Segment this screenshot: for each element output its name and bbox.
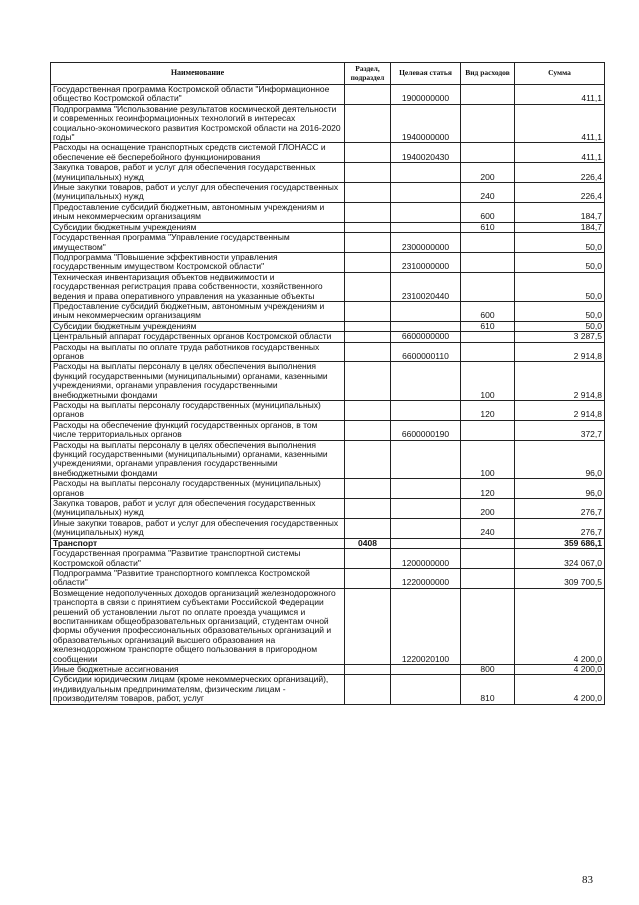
cell-name: Закупка товаров, работ и услуг для обеспечения государственных (муниципальных) нужд <box>51 499 345 519</box>
cell-name: Транспорт <box>51 538 345 548</box>
cell-section <box>345 420 391 440</box>
cell-kind: 610 <box>461 222 515 232</box>
table-row <box>51 301 605 321</box>
table-row <box>51 588 605 664</box>
cell-section <box>345 143 391 163</box>
cell-article: 6600000110 <box>391 342 461 362</box>
cell-name: Государственная программа Костромской области "Информационное общество Костромской области" <box>51 85 345 105</box>
cell-name: Центральный аппарат государственных органов Костромской области <box>51 332 345 342</box>
table-row <box>51 499 605 519</box>
cell-sum: 309 700,5 <box>515 568 605 588</box>
cell-section <box>345 301 391 321</box>
cell-kind <box>461 332 515 342</box>
table-row <box>51 222 605 232</box>
cell-section <box>345 362 391 401</box>
cell-section <box>345 588 391 664</box>
cell-section <box>345 104 391 143</box>
cell-kind <box>461 252 515 272</box>
cell-article <box>391 301 461 321</box>
table-row <box>51 401 605 421</box>
cell-name: Расходы на выплаты персоналу государственных (муниципальных) органов <box>51 479 345 499</box>
cell-name: Закупка товаров, работ и услуг для обеспечения государственных (муниципальных) нужд <box>51 163 345 183</box>
cell-article <box>391 362 461 401</box>
cell-sum: 96,0 <box>515 479 605 499</box>
cell-article <box>391 401 461 421</box>
page-number: 83 <box>582 874 593 886</box>
cell-sum: 276,7 <box>515 518 605 538</box>
cell-kind: 810 <box>461 675 515 704</box>
table-row <box>51 332 605 342</box>
cell-section <box>345 202 391 222</box>
header-name: Наименование <box>51 63 345 85</box>
cell-section <box>345 222 391 232</box>
cell-sum: 2 914,8 <box>515 362 605 401</box>
table-row <box>51 362 605 401</box>
cell-kind: 100 <box>461 440 515 479</box>
cell-sum: 50,0 <box>515 233 605 253</box>
cell-kind: 610 <box>461 321 515 331</box>
cell-section <box>345 401 391 421</box>
cell-section <box>345 675 391 704</box>
cell-article: 1200000000 <box>391 549 461 569</box>
cell-kind: 240 <box>461 183 515 203</box>
cell-name: Субсидии бюджетным учреждениям <box>51 321 345 331</box>
cell-article: 6600000000 <box>391 332 461 342</box>
cell-name: Возмещение недополученных доходов организаций железнодорожного транспорта в связи с принятием субъектами Российской Федерации решений об установлении льгот по оплате проезда учащимся и воспитанникам общеобразовательных организаций, студентам очной формы обучения профессиональных образовательных организаций и образовательных организаций высшего образования на железнодорожном транспорте общего пользования в пригородном сообщении <box>51 588 345 664</box>
cell-kind: 200 <box>461 163 515 183</box>
cell-name: Расходы на выплаты персоналу в целях обеспечения выполнения функций государственными (муниципальными) органами, казенными учреждениями, органами управления государственными внебюджетными фондами <box>51 440 345 479</box>
cell-kind <box>461 538 515 548</box>
cell-kind <box>461 420 515 440</box>
table-row <box>51 104 605 143</box>
cell-section <box>345 518 391 538</box>
cell-name: Расходы на выплаты по оплате труда работников государственных органов <box>51 342 345 362</box>
cell-kind: 240 <box>461 518 515 538</box>
header-article: Целевая статья <box>391 63 461 85</box>
cell-sum: 372,7 <box>515 420 605 440</box>
cell-section <box>345 163 391 183</box>
cell-sum: 276,7 <box>515 499 605 519</box>
table-row <box>51 479 605 499</box>
cell-kind <box>461 233 515 253</box>
cell-kind <box>461 104 515 143</box>
table-row <box>51 342 605 362</box>
cell-article: 2310020440 <box>391 272 461 301</box>
cell-sum: 50,0 <box>515 321 605 331</box>
cell-kind: 800 <box>461 664 515 674</box>
cell-kind <box>461 588 515 664</box>
cell-sum: 411,1 <box>515 143 605 163</box>
cell-article <box>391 440 461 479</box>
table-row <box>51 420 605 440</box>
cell-name: Предоставление субсидий бюджетным, автономным учреждениям и иным некоммерческим организациям <box>51 301 345 321</box>
cell-sum: 50,0 <box>515 301 605 321</box>
table-row <box>51 675 605 704</box>
cell-sum: 411,1 <box>515 85 605 105</box>
table-row <box>51 272 605 301</box>
cell-kind: 100 <box>461 362 515 401</box>
cell-name: Расходы на выплаты персоналу в целях обеспечения выполнения функций государственными (муниципальными) органами, казенными учреждениями, органами управления государственными внебюджетными фондами <box>51 362 345 401</box>
table-row <box>51 518 605 538</box>
table-row <box>51 568 605 588</box>
table-row <box>51 163 605 183</box>
cell-kind: 600 <box>461 202 515 222</box>
cell-article <box>391 183 461 203</box>
cell-section: 0408 <box>345 538 391 548</box>
cell-section <box>345 252 391 272</box>
cell-article: 6600000190 <box>391 420 461 440</box>
cell-section <box>345 342 391 362</box>
cell-sum: 2 914,8 <box>515 401 605 421</box>
cell-section <box>345 183 391 203</box>
table-row <box>51 143 605 163</box>
cell-article <box>391 222 461 232</box>
table-row <box>51 321 605 331</box>
table-row <box>51 183 605 203</box>
table-row <box>51 252 605 272</box>
cell-name: Иные закупки товаров, работ и услуг для обеспечения государственных (муниципальных) нужд <box>51 518 345 538</box>
cell-sum: 184,7 <box>515 222 605 232</box>
cell-section <box>345 664 391 674</box>
cell-sum: 4 200,0 <box>515 664 605 674</box>
cell-sum: 96,0 <box>515 440 605 479</box>
cell-sum: 4 200,0 <box>515 675 605 704</box>
table-row <box>51 202 605 222</box>
cell-article <box>391 518 461 538</box>
cell-name: Техническая инвентаризация объектов недвижимости и государственная регистрация права собственности, хозяйственного ведения и права оперативного управления на указанные объекты <box>51 272 345 301</box>
cell-name: Расходы на обеспечение функций государственных органов, в том числе территориальных органов <box>51 420 345 440</box>
cell-kind <box>461 549 515 569</box>
cell-section <box>345 332 391 342</box>
table-row <box>51 664 605 674</box>
cell-name: Иные бюджетные ассигнования <box>51 664 345 674</box>
cell-name: Подпрограмма "Использование результатов космической деятельности и современных геоинформационных технологий в интересах социально-экономического развития Костромской области на 2016-2020 годы" <box>51 104 345 143</box>
cell-kind <box>461 272 515 301</box>
cell-section <box>345 499 391 519</box>
cell-sum: 359 686,1 <box>515 538 605 548</box>
cell-article: 1220000000 <box>391 568 461 588</box>
cell-sum: 324 067,0 <box>515 549 605 569</box>
cell-article <box>391 321 461 331</box>
cell-sum: 2 914,8 <box>515 342 605 362</box>
cell-article <box>391 664 461 674</box>
cell-section <box>345 233 391 253</box>
cell-kind: 120 <box>461 479 515 499</box>
cell-article: 1220020100 <box>391 588 461 664</box>
cell-sum: 411,1 <box>515 104 605 143</box>
header-kind: Вид расходов <box>461 63 515 85</box>
cell-section <box>345 272 391 301</box>
cell-article <box>391 163 461 183</box>
budget-table <box>50 62 605 705</box>
cell-article <box>391 499 461 519</box>
cell-name: Государственная программа "Развитие транспортной системы Костромской области" <box>51 549 345 569</box>
cell-kind: 120 <box>461 401 515 421</box>
cell-kind <box>461 85 515 105</box>
cell-section <box>345 549 391 569</box>
cell-article: 2310000000 <box>391 252 461 272</box>
table-row <box>51 440 605 479</box>
header-section: Раздел, подраздел <box>345 63 391 85</box>
cell-sum: 226,4 <box>515 163 605 183</box>
cell-article: 2300000000 <box>391 233 461 253</box>
cell-sum: 184,7 <box>515 202 605 222</box>
cell-section <box>345 440 391 479</box>
header-sum: Сумма <box>515 63 605 85</box>
cell-section <box>345 479 391 499</box>
cell-article: 1900000000 <box>391 85 461 105</box>
table-row <box>51 233 605 253</box>
cell-section <box>345 568 391 588</box>
cell-article <box>391 202 461 222</box>
cell-name: Государственная программа "Управление государственным имуществом" <box>51 233 345 253</box>
cell-article <box>391 675 461 704</box>
cell-name: Подпрограмма "Повышение эффективности управления государственным имуществом Костромской области" <box>51 252 345 272</box>
cell-section <box>345 85 391 105</box>
cell-kind <box>461 143 515 163</box>
cell-kind <box>461 568 515 588</box>
cell-article: 1940020430 <box>391 143 461 163</box>
cell-name: Расходы на выплаты персоналу государственных (муниципальных) органов <box>51 401 345 421</box>
table-row <box>51 538 605 548</box>
cell-section <box>345 321 391 331</box>
table-row <box>51 549 605 569</box>
cell-sum: 226,4 <box>515 183 605 203</box>
cell-kind: 200 <box>461 499 515 519</box>
cell-name: Субсидии бюджетным учреждениям <box>51 222 345 232</box>
cell-article: 1940000000 <box>391 104 461 143</box>
cell-name: Подпрограмма "Развитие транспортного комплекса Костромской области" <box>51 568 345 588</box>
cell-name: Расходы на оснащение транспортных средств системой ГЛОНАСС и обеспечение её бесперебойного функционирования <box>51 143 345 163</box>
cell-name: Предоставление субсидий бюджетным, автономным учреждениям и иным некоммерческим организациям <box>51 202 345 222</box>
cell-sum: 50,0 <box>515 272 605 301</box>
cell-sum: 3 287,5 <box>515 332 605 342</box>
table-header-row <box>51 63 605 85</box>
cell-kind <box>461 342 515 362</box>
cell-name: Иные закупки товаров, работ и услуг для обеспечения государственных (муниципальных) нужд <box>51 183 345 203</box>
cell-kind: 600 <box>461 301 515 321</box>
cell-sum: 4 200,0 <box>515 588 605 664</box>
cell-article <box>391 479 461 499</box>
cell-article <box>391 538 461 548</box>
cell-sum: 50,0 <box>515 252 605 272</box>
cell-name: Субсидии юридическим лицам (кроме некоммерческих организаций), индивидуальным предпринимателям, физическим лицам - производителям товаров, работ, услуг <box>51 675 345 704</box>
table-row <box>51 85 605 105</box>
